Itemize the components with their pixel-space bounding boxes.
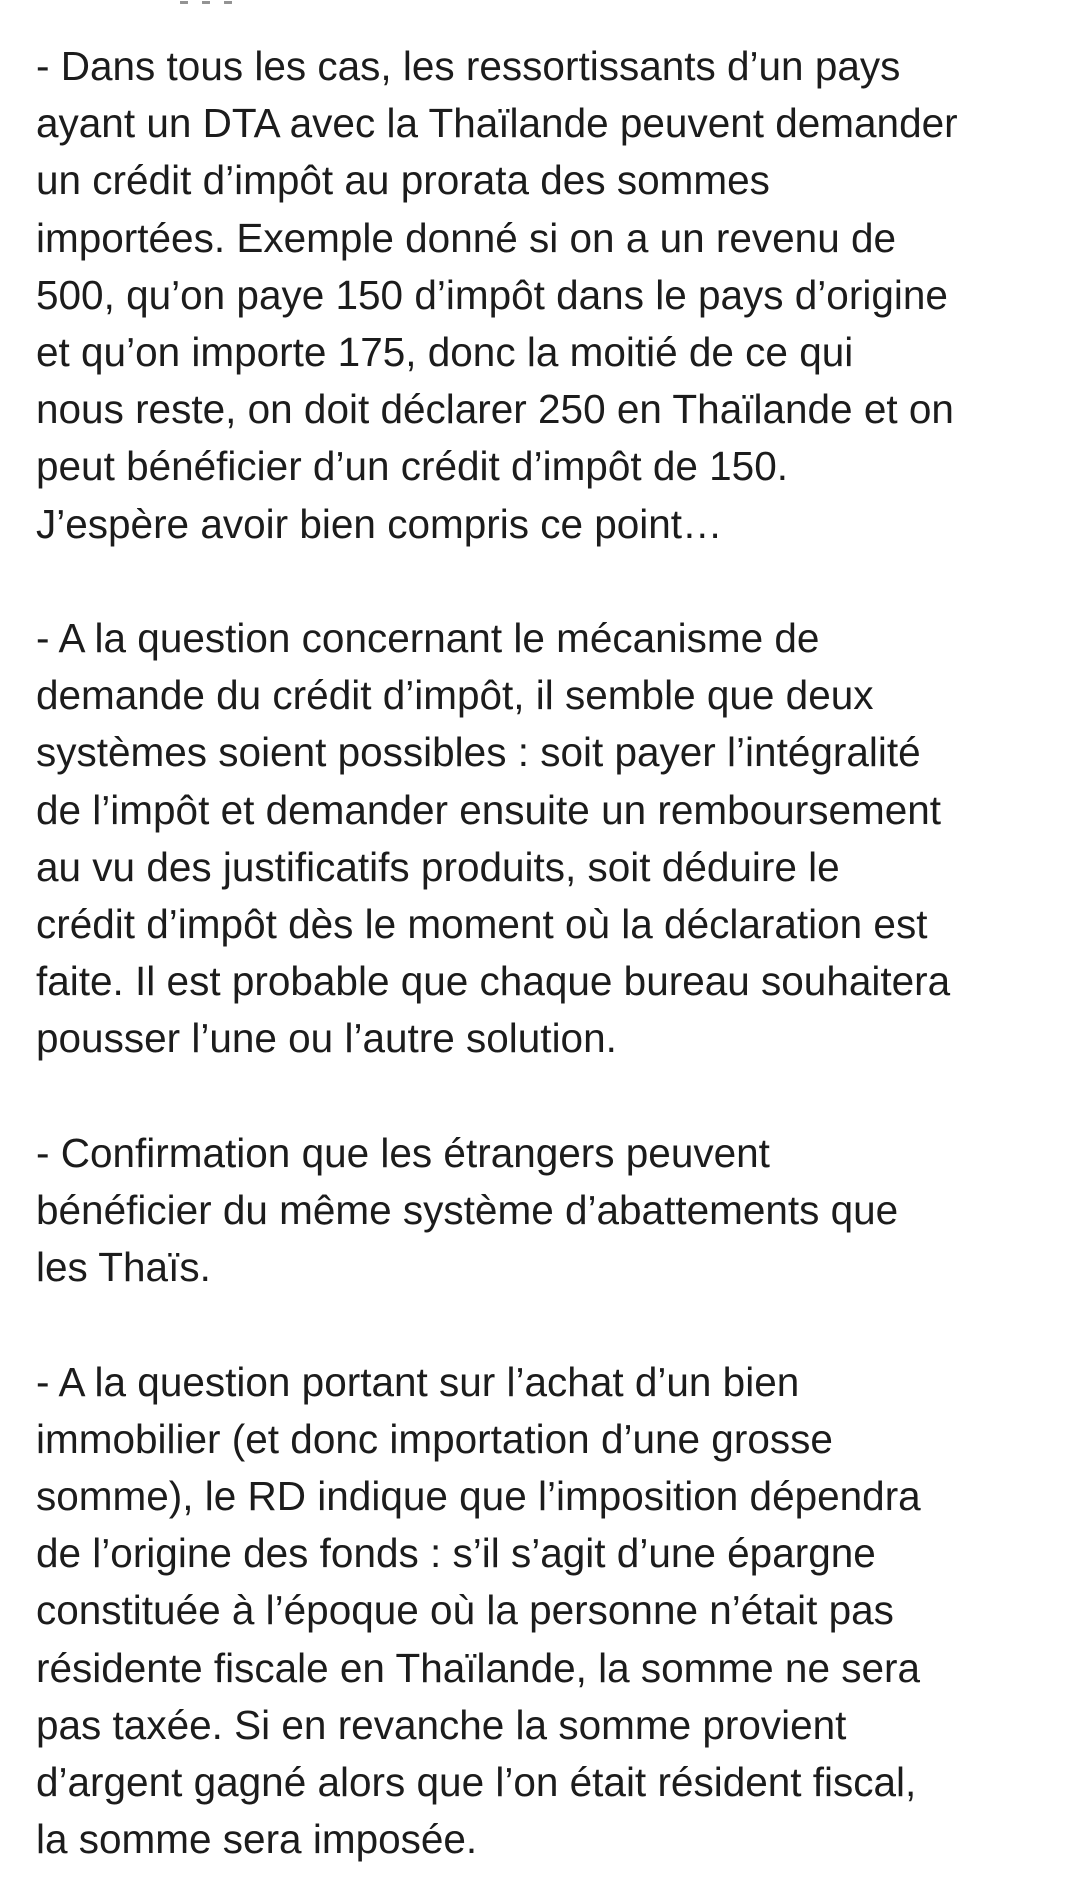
text-line: de l’impôt et demander ensuite un remboursement <box>36 786 942 833</box>
post-text-body <box>36 38 1066 1868</box>
paragraph-real-estate <box>36 1354 1066 1869</box>
text-line: résidente fiscale en Thaïlande, la somme ne sera <box>36 1644 920 1691</box>
text-line: importées. Exemple donné si on a un revenu de <box>36 214 897 261</box>
text-line: systèmes soient possibles : soit payer l’intégralité <box>36 729 921 776</box>
text-line: pas taxée. Si en revanche la somme provient <box>36 1701 847 1748</box>
text-line: peut bénéficier d’un crédit d’impôt de 150. <box>36 443 788 490</box>
text-line: somme), le RD indique que l’imposition dépendra <box>36 1473 921 1520</box>
text-line: nous reste, on doit déclarer 250 en Thaïlande et on <box>36 386 954 433</box>
text-line: - Confirmation que les étrangers peuvent <box>36 1129 770 1176</box>
text-line: d’argent gagné alors que l’on était résident fiscal, <box>36 1759 917 1806</box>
text-line: immobilier (et donc importation d’une grosse <box>36 1415 833 1462</box>
text-line: la somme sera imposée. <box>36 1816 478 1863</box>
text-line: les Thaïs. <box>36 1244 211 1291</box>
text-line: ayant un DTA avec la Thaïlande peuvent demander <box>36 100 958 147</box>
text-line: - A la question portant sur l’achat d’un bien <box>36 1358 800 1405</box>
paragraph-allowances <box>36 1125 1066 1297</box>
text-line: bénéficier du même système d’abattements que <box>36 1187 899 1234</box>
cut-off-glyph <box>202 1 210 4</box>
cut-off-glyph <box>224 1 232 4</box>
paragraph-dta-tax-credit <box>36 38 1066 553</box>
text-line: de l’origine des fonds : s’il s’agit d’une épargne <box>36 1530 876 1577</box>
text-line: J’espère avoir bien compris ce point… <box>36 500 723 547</box>
text-line: 500, qu’on paye 150 d’impôt dans le pays d’origine <box>36 271 948 318</box>
cut-off-glyph <box>180 1 188 4</box>
text-line: au vu des justificatifs produits, soit déduire le <box>36 843 840 890</box>
text-line: - A la question concernant le mécanisme de <box>36 615 820 662</box>
cut-off-text-above <box>180 0 290 4</box>
text-line: faite. Il est probable que chaque bureau souhaitera <box>36 958 951 1005</box>
text-line: constituée à l’époque où la personne n’était pas <box>36 1587 894 1634</box>
text-line: pousser l’une ou l’autre solution. <box>36 1015 617 1062</box>
text-line: - Dans tous les cas, les ressortissants d’un pays <box>36 43 901 89</box>
text-line: demande du crédit d’impôt, il semble que deux <box>36 672 874 719</box>
paragraph-credit-mechanism <box>36 610 1066 1068</box>
text-line: et qu’on importe 175, donc la moitié de ce qui <box>36 329 854 376</box>
text-line: un crédit d’impôt au prorata des sommes <box>36 157 770 204</box>
text-line: crédit d’impôt dès le moment où la déclaration est <box>36 901 928 948</box>
